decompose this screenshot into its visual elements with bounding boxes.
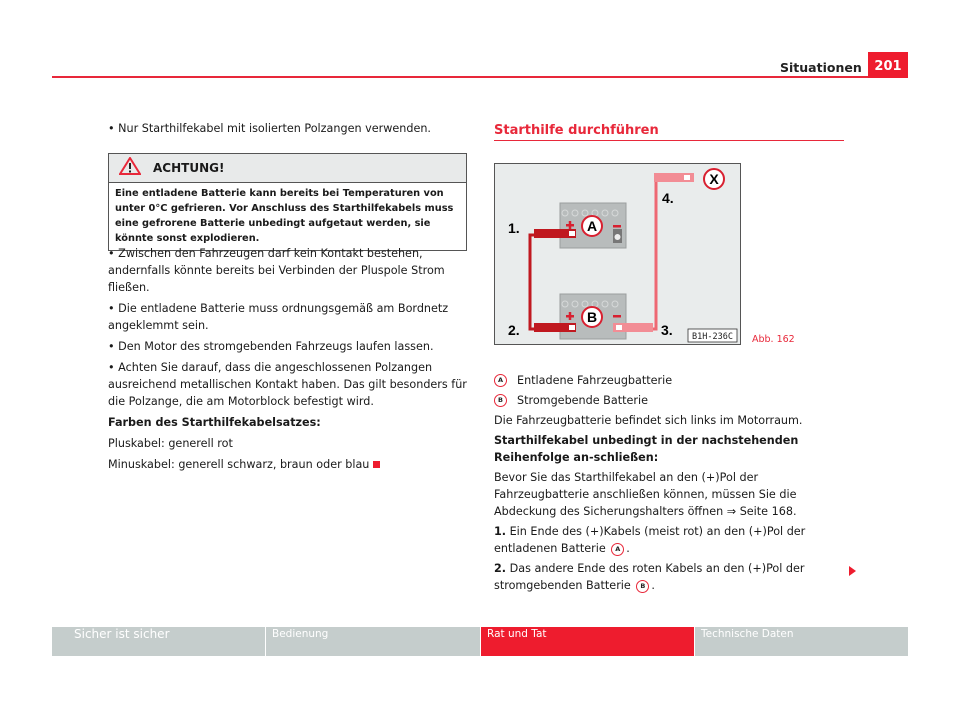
minus-cable-line <box>108 456 468 473</box>
jump-start-diagram <box>494 163 741 345</box>
callout-a-icon: A <box>611 543 624 556</box>
left-column-text <box>108 245 468 477</box>
footer-tab-bedienung[interactable]: Bedienung <box>266 627 480 656</box>
legend-item <box>494 392 854 409</box>
plus-cable-text: Pluskabel: generell rot <box>108 437 233 450</box>
callout-b-icon: B <box>494 394 507 407</box>
step-label-1: 1. <box>508 220 520 236</box>
left-intro <box>108 120 468 141</box>
header-rule <box>52 76 908 78</box>
bullet-item: • Zwischen den Fahrzeugen darf kein Kontakt bestehen, andernfalls könnte bereits bei Verbinden der Pluspole Strom fließen. <box>108 247 445 294</box>
ground-point-label: X <box>709 171 719 187</box>
step-label-2: 2. <box>508 322 520 338</box>
legend-text: Stromgebende Batterie <box>517 394 648 407</box>
step-label-3: 3. <box>661 322 673 338</box>
warning-body: Eine entladene Batterie kann bereits bei Temperaturen von unter 0°C gefrieren. Vor Anschluss des Starthilfekabels muss eine gefrorene Batterie unbedingt aufgetaut werden, sie könnte sonst explodieren. <box>115 188 454 244</box>
warning-header <box>109 154 466 183</box>
intro-text: Bevor Sie das Starthilfekabel an den (+)Pol der Fahrzeugbatterie anschließen können, müssen Sie die Abdeckung des Sicherungshalters öffnen ⇒ Seite 168. <box>494 471 797 518</box>
step-text: Ein Ende des (+)Kabels (meist rot) an den (+)Pol der entladenen Batterie <box>494 525 806 555</box>
continue-arrow-icon[interactable] <box>849 566 856 576</box>
right-column-text <box>494 372 854 597</box>
page-number: 201 <box>868 52 908 78</box>
callout-a-icon: A <box>494 374 507 387</box>
legend-text: Entladene Fahrzeugbatterie <box>517 374 673 387</box>
battery-b-label: B <box>586 309 598 325</box>
footer-tab-rat-und-tat[interactable]: Rat und Tat <box>481 627 694 656</box>
step-2: 2. Das andere Ende des roten Kabels an den (+)Pol der stromgebenden Batterie B . <box>494 562 805 592</box>
step-label-4: 4. <box>662 190 674 206</box>
warning-box <box>108 153 467 251</box>
bullet-item: • Nur Starthilfekabel mit isolierten Polzangen verwenden. <box>108 122 431 135</box>
end-of-section-icon <box>373 461 380 468</box>
footer-tab-technische-daten[interactable]: Technische Daten <box>695 627 908 656</box>
step-1: 1. Ein Ende des (+)Kabels (meist rot) an den (+)Pol der entladenen Batterie A . <box>494 525 806 555</box>
step-number: 1. <box>494 525 507 538</box>
warning-triangle-icon <box>119 157 153 179</box>
callout-b-icon: B <box>636 580 649 593</box>
battery-a-label: A <box>586 218 598 234</box>
figure-caption: Abb. 162 <box>752 334 795 345</box>
bullet-item: • Achten Sie darauf, dass die angeschlossenen Polzangen ausreichend metallischen Kontakt haben. Das gilt besonders für die Polzange, die am Motorblock befestigt wird. <box>108 361 467 408</box>
step-text: Das andere Ende des roten Kabels an den (+)Pol der stromgebenden Batterie <box>494 562 805 592</box>
bullet-item: • Den Motor des stromgebenden Fahrzeugs laufen lassen. <box>108 340 434 353</box>
footer-tab-sicher-ist-sicher[interactable]: Sicher ist sicher <box>52 627 265 656</box>
minus-cable-text: Minuskabel: generell schwarz, braun oder blau <box>108 458 370 471</box>
location-note: Die Fahrzeugbatterie befindet sich links im Motorraum. <box>494 414 803 427</box>
cable-colors-heading: Farben des Starthilfekabelsatzes: <box>108 416 321 429</box>
legend-item <box>494 372 854 389</box>
warning-title: ACHTUNG! <box>153 161 225 175</box>
section-title-rule <box>494 140 844 141</box>
bullet-item: • Die entladene Batterie muss ordnungsgemäß am Bordnetz angeklemmt sein. <box>108 302 449 332</box>
step-number: 2. <box>494 562 507 575</box>
order-heading: Starthilfekabel unbedingt in der nachstehenden Reihenfolge an-schließen: <box>494 434 799 464</box>
section-title: Starthilfe durchführen <box>494 123 659 138</box>
section-header-title: Situationen <box>780 60 862 75</box>
figure-code: B1H-236C <box>692 332 733 342</box>
